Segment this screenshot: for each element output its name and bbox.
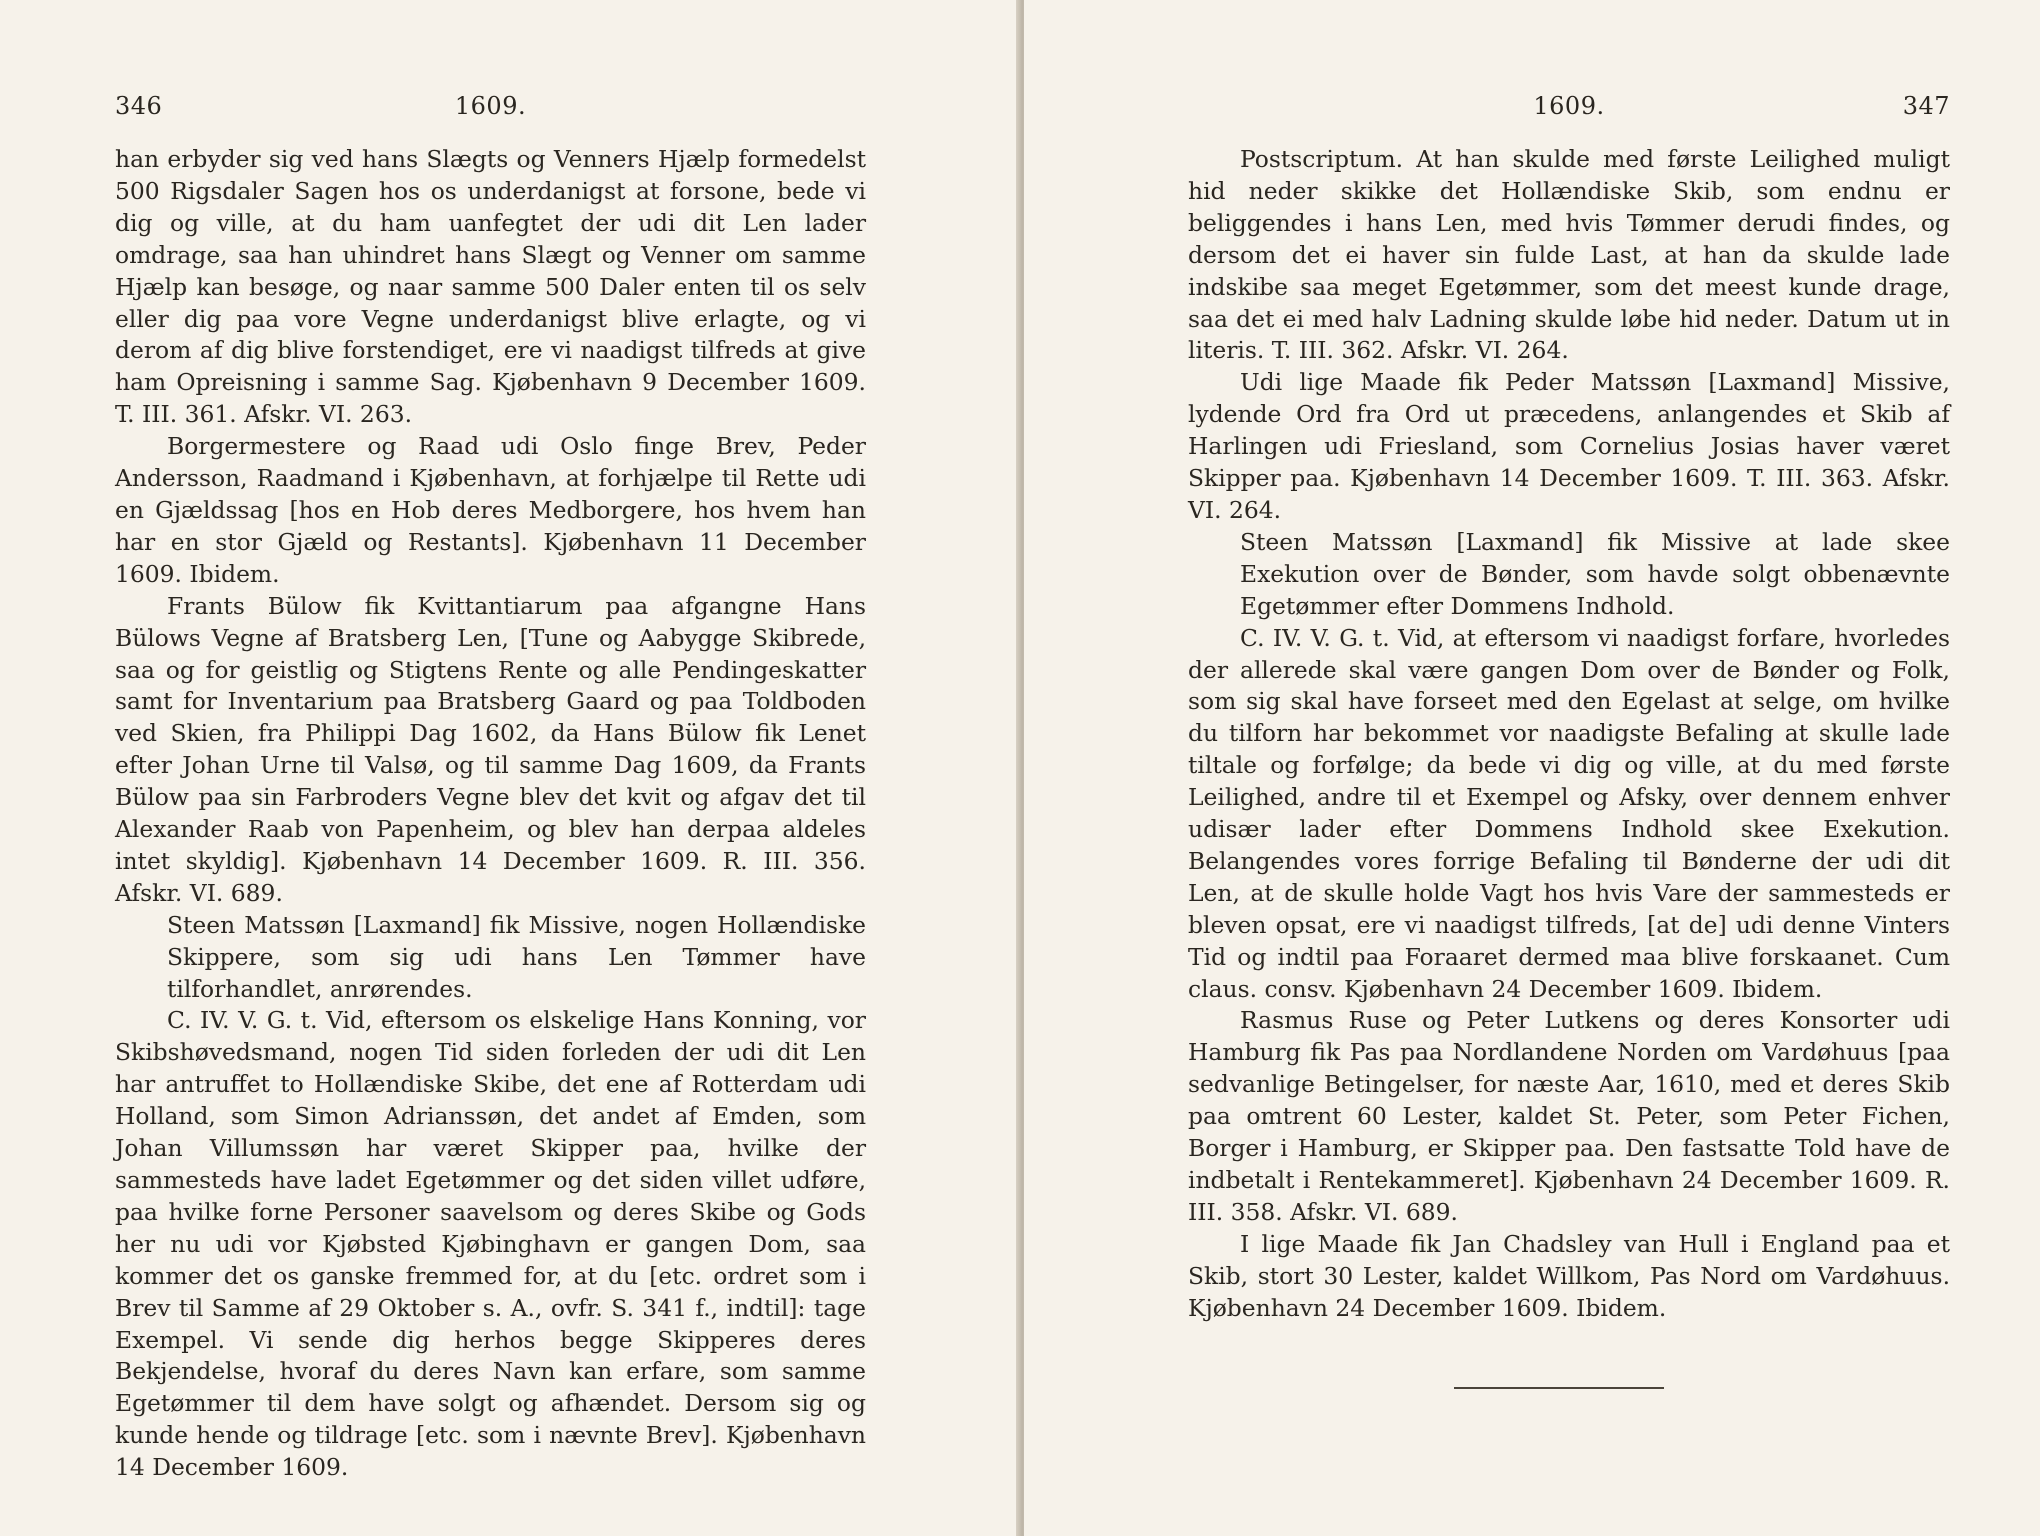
paragraph: Frants Bülow fik Kvittantiarum paa afgangne Hans Bülows Vegne af Bratsberg Len, [Tune og Aabygge Skibrede, saa og for geistlig og Stigtens Rente og alle Pendingeskatter samt for Inventarium paa Bratsberg Gaard og paa Toldboden ved Skien, fra Philippi Dag 1602, da Hans Bülow fik Lenet efter Johan Urne til Valsø, og til samme Dag 1609, da Frants Bülow paa sin Farbroders Vegne blev det kvit og afgav det til Alexander Raab von Papenheim, og blev han derpaa aldeles intet skyldig]. Kjøbenhavn 14 December 1609. R. III. 356. Afskr. VI. 689.: [115, 591, 866, 907]
running-head-year: 1609.: [1533, 92, 1605, 120]
paragraph: Udi lige Maade fik Peder Matssøn [Laxmand] Missive, lydende Ord fra Ord ut præcedens, anlangendes et Skib af Harlingen udi Friesland, som Cornelius Josias haver været Skipper paa. Kjøbenhavn 14 December 1609. T. III. 363. Afskr. VI. 264.: [1188, 368, 1950, 524]
paragraph: I lige Maade fik Jan Chadsley van Hull i England paa et Skib, stort 30 Lester, kaldet Willkom, Pas Nord om Vardøhuus. Kjøbenhavn 24 December 1609. Ibidem.: [1188, 1229, 1950, 1322]
running-head-right: [1188, 92, 1950, 136]
paragraph: Steen Matssøn [Laxmand] fik Missive at lade skee Exekution over de Bønder, som havde solgt obbenævnte Egetømmer efter Dommens Indhold.: [1240, 527, 1950, 620]
page-number: 346: [115, 92, 163, 120]
running-head-left: [115, 92, 866, 136]
paragraph: Rasmus Ruse og Peter Lutkens og deres Konsorter udi Hamburg fik Pas paa Nordlandene Norden om Vardøhuus [paa sedvanlige Betingelser, for næste Aar, 1610, med et deres Skib paa omtrent 60 Lester, kaldet St. Peter, som Peter Fichen, Borger i Hamburg, er Skipper paa. Den fastsatte Told have de indbetalt i Rentekammeret]. Kjøbenhavn 24 December 1609. R. III. 358. Afskr. VI. 689.: [1188, 1006, 1950, 1226]
paragraph: C. IV. V. G. t. Vid, eftersom os elskelige Hans Konning, vor Skibshøvedsmand, nogen Tid siden forleden der udi dit Len har antruffet to Hollændiske Skibe, det ene af Rotterdam udi Holland, som Simon Adrianssøn, det andet af Emden, som Johan Villumssøn har været Skipper paa, hvilke der sammesteds have ladet Egetømmer og det siden villet udføre, paa hvilke forne Personer saavelsom og deres Skibe og Gods her nu udi vor Kjøbsted Kjøbinghavn er gangen Dom, saa kommer det os ganske fremmed for, at du [etc. ordret som i Brev til Samme af 29 Oktober s. A., ovfr. S. 341 f., indtil]: tage Exempel. Vi sende dig herhos begge Skipperes deres Bekjendelse, hvoraf du deres Navn kan erfare, som samme Egetømmer til dem have solgt og afhændet. Dersom sig og kunde hende og tildrage [etc. som i nævnte Brev]. Kjøbenhavn 14 December 1609.: [115, 1006, 866, 1482]
paragraph: Borgermestere og Raad udi Oslo finge Brev, Peder Andersson, Raadmand i Kjøbenhavn, at forhjælpe til Rette udi en Gjældssag [hos en Hob deres Medborgere, hos hvem han har en stor Gjæld og Restants]. Kjøbenhavn 11 December 1609. Ibidem.: [115, 432, 866, 588]
right-page-body: [1188, 144, 1950, 1389]
paragraph: Steen Matssøn [Laxmand] fik Missive, nogen Hollændiske Skippere, som sig udi hans Len Tømmer have tilforhandlet, anrørendes.: [167, 910, 866, 1003]
paragraph: han erbyder sig ved hans Slægts og Venners Hjælp formedelst 500 Rigsdaler Sagen hos os underdanigst at forsone, bede vi dig og ville, at du ham uanfegtet der udi dit Len lader omdrage, saa han uhindret hans Slægt og Venner om samme Hjælp kan besøge, og naar samme 500 Daler enten til os selv eller dig paa vore Vegne underdanigst blive erlagte, og vi derom af dig blive forstendiget, ere vi naadigst tilfreds at give ham Opreisning i samme Sag. Kjøbenhavn 9 December 1609. T. III. 361. Afskr. VI. 263.: [115, 145, 866, 429]
end-rule-divider: [1454, 1387, 1664, 1389]
right-page: [1024, 0, 2040, 1536]
page-number: 347: [1902, 92, 1950, 120]
running-head-year: 1609.: [454, 92, 527, 120]
paragraph: Postscriptum. At han skulde med første Leilighed muligt hid neder skikke det Hollændiske Skib, som endnu er beliggendes i hans Len, med hvis Tømmer derudi findes, og dersom det ei haver sin fulde Last, at han da skulde lade indskibe saa meget Egetømmer, som det meest kunde drage, saa det ei med halv Ladning skulde løbe hid neder. Datum ut in literis. T. III. 362. Afskr. VI. 264.: [1188, 145, 1950, 365]
paragraph: C. IV. V. G. t. Vid, at eftersom vi naadigst forfare, hvorledes der allerede skal være gangen Dom over de Bønder og Folk, som sig skal have forseet med den Egelast at selge, om hvilke du tilforn har bekommet vor naadigste Befaling at skulle lade tiltale og forfølge; da bede vi dig og ville, at du med første Leilighed, andre til et Exempel og Afsky, over dennem enhver udisær lader efter Dommens Indhold skee Exekution. Belangendes vores forrige Befaling til Bønderne der udi dit Len, at de skulle holde Vagt hos hvis Vare der sammesteds er bleven opsat, ere vi naadigst tilfreds, [at de] udi denne Vinters Tid og indtil paa Foraaret dermed maa blive forskaanet. Cum claus. consv. Kjøbenhavn 24 December 1609. Ibidem.: [1188, 623, 1950, 1003]
left-page-body: [115, 144, 866, 1484]
